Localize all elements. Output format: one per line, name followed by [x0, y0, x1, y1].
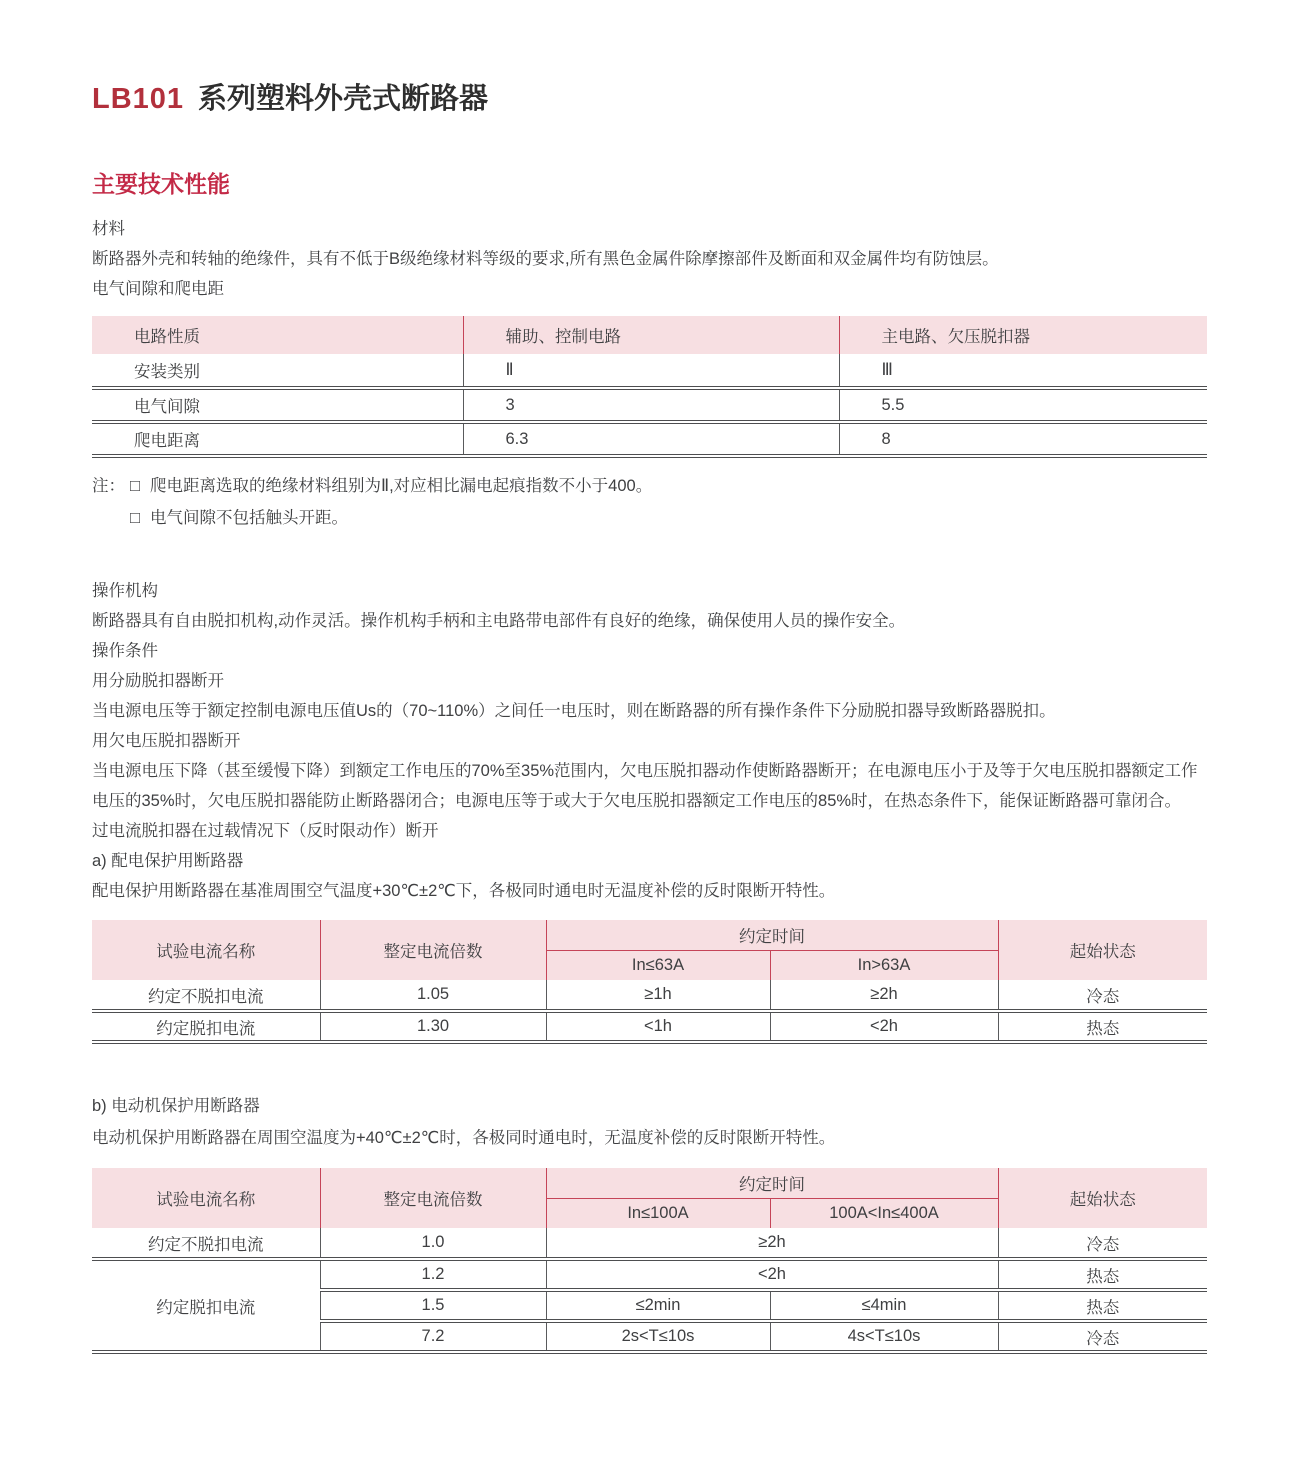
table-header-row: [92, 316, 1207, 354]
distribution-paragraph: 配电保护用断路器在基准周围空气温度+30℃±2℃下，各极同时通电时无温度补偿的反时限断开特性。: [92, 882, 836, 900]
column-header: 起始状态: [998, 1168, 1207, 1228]
table-cell: 3: [463, 388, 839, 422]
table-cell: 7.2: [320, 1321, 546, 1352]
table-cell: 爬电距离: [92, 422, 463, 456]
table-cell: 4s<T≤10s: [770, 1321, 998, 1352]
column-header: 辅助、控制电路: [463, 316, 839, 354]
note-item: [130, 502, 1207, 534]
page-title: [92, 82, 1207, 116]
table-cell: 8: [839, 422, 1207, 456]
table-cell: 安装类别: [92, 354, 463, 388]
product-code: LB101: [92, 83, 185, 115]
operation-section: [92, 576, 1207, 906]
column-subheader: 100A<In≤400A: [770, 1198, 998, 1228]
materials-paragraph: 断路器外壳和转轴的绝缘件，具有不低于B级绝缘材料等级的要求,所有黑色金属件除摩擦部件及断面和双金属件均有防蚀层。: [92, 250, 999, 268]
table-cell: <2h: [546, 1259, 998, 1290]
square-bullet-icon: □: [130, 477, 140, 495]
table-header-row: [92, 1168, 1207, 1198]
table-cell: Ⅱ: [463, 354, 839, 388]
table-cell: 约定不脱扣电流: [92, 1228, 320, 1259]
table-cell: 冷态: [998, 1321, 1207, 1352]
distribution-trip-table: [92, 920, 1207, 1044]
operation-line: 当电源电压下降（甚至缓慢下降）到额定工作电压的70%至35%范围内，欠电压脱扣器动作使断路器断开；在电源电压小于及等于欠电压脱扣器额定工作电压的35%时，欠电压脱扣器能防止断路器闭合；电源电压等于或大于欠电压脱扣器额定工作电压的85%时，在热态条件下，能保证断路器可靠闭合。: [92, 762, 1198, 810]
column-subheader: In>63A: [770, 950, 998, 980]
table-cell: Ⅲ: [839, 354, 1207, 388]
table-cell: 热态: [998, 1290, 1207, 1321]
column-header: 试验电流名称: [92, 920, 320, 980]
table-cell: ≥2h: [770, 980, 998, 1011]
operation-line: 断路器具有自由脱扣机构,动作灵活。操作机构手柄和主电路带电部件有良好的绝缘，确保使用人员的操作安全。: [92, 612, 906, 630]
table-cell: 约定不脱扣电流: [92, 980, 320, 1011]
column-header: 主电路、欠压脱扣器: [839, 316, 1207, 354]
operation-line: 用分励脱扣器断开: [92, 672, 224, 690]
table-row: [92, 388, 1207, 422]
motor-paragraph: 电动机保护用断路器在周围空温度为+40℃±2℃时，各极同时通电时，无温度补偿的反时限断开特性。: [92, 1129, 836, 1147]
table-row: [92, 980, 1207, 1011]
table-cell: ≤2min: [546, 1290, 770, 1321]
operation-line: 操作机构: [92, 582, 158, 600]
operation-line: 操作条件: [92, 642, 158, 660]
column-header-group: 约定时间: [546, 1168, 998, 1198]
table-cell: 1.0: [320, 1228, 546, 1259]
table-cell: <1h: [546, 1011, 770, 1042]
clearance-subheading: 电气间隙和爬电距: [92, 280, 224, 298]
section-title: 主要技术性能: [92, 171, 230, 197]
column-header: 整定电流倍数: [320, 920, 546, 980]
table-row: [92, 422, 1207, 456]
table-header-row: [92, 920, 1207, 950]
column-header: 整定电流倍数: [320, 1168, 546, 1228]
table-cell: 1.2: [320, 1259, 546, 1290]
notes: [92, 470, 1207, 534]
motor-section: [92, 1090, 1207, 1154]
motor-heading: b) 电动机保护用断路器: [92, 1097, 260, 1115]
table-cell: 冷态: [998, 1228, 1207, 1259]
operation-line: 当电源电压等于额定控制电源电压值Us的（70~110%）之间任一电压时，则在断路器的所有操作条件下分励脱扣器导致断路器脱扣。: [92, 702, 1056, 720]
motor-trip-table: [92, 1168, 1207, 1354]
table-row: [92, 354, 1207, 388]
table-cell: 约定脱扣电流: [92, 1011, 320, 1042]
notes-label: 注：: [92, 477, 125, 495]
table-cell: 1.30: [320, 1011, 546, 1042]
table-cell: 热态: [998, 1259, 1207, 1290]
table-cell: <2h: [770, 1011, 998, 1042]
table-cell: ≥1h: [546, 980, 770, 1011]
table-row: [92, 1228, 1207, 1259]
table-cell: ≥2h: [546, 1228, 998, 1259]
table-cell: 热态: [998, 1011, 1207, 1042]
table-cell: 5.5: [839, 388, 1207, 422]
column-subheader: In≤63A: [546, 950, 770, 980]
note-item: [92, 470, 1207, 502]
column-header-group: 约定时间: [546, 920, 998, 950]
operation-line: 过电流脱扣器在过载情况下（反时限动作）断开: [92, 822, 439, 840]
note-text: 电气间隙不包括触头开距。: [149, 509, 348, 527]
note-text: 爬电距离选取的绝缘材料组别为Ⅱ,对应相比漏电起痕指数不小于400。: [149, 477, 653, 495]
table-row: [92, 1259, 1207, 1290]
product-name: 系列塑料外壳式断路器: [198, 83, 489, 115]
clearance-table: [92, 316, 1207, 458]
materials-section: [92, 214, 1207, 304]
table-cell: 6.3: [463, 422, 839, 456]
square-bullet-icon: □: [130, 509, 140, 527]
table-cell: 冷态: [998, 980, 1207, 1011]
table-cell: 约定脱扣电流: [92, 1259, 320, 1352]
table-cell: 电气间隙: [92, 388, 463, 422]
table-cell: ≤4min: [770, 1290, 998, 1321]
column-header: 电路性质: [92, 316, 463, 354]
operation-line: 用欠电压脱扣器断开: [92, 732, 241, 750]
distribution-heading: a) 配电保护用断路器: [92, 852, 244, 870]
column-subheader: In≤100A: [546, 1198, 770, 1228]
column-header: 起始状态: [998, 920, 1207, 980]
table-row: [92, 1011, 1207, 1042]
column-header: 试验电流名称: [92, 1168, 320, 1228]
table-cell: 1.05: [320, 980, 546, 1011]
materials-heading: 材料: [92, 220, 125, 238]
table-cell: 2s<T≤10s: [546, 1321, 770, 1352]
table-cell: 1.5: [320, 1290, 546, 1321]
